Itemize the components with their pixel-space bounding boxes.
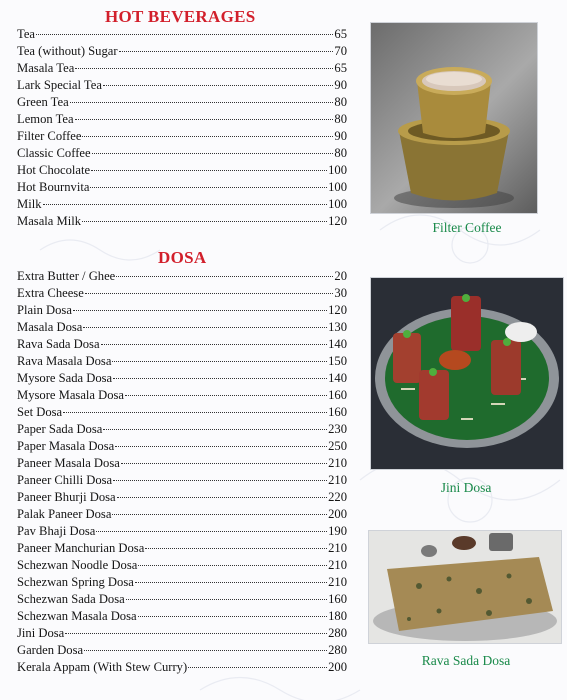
menu-item: Palak Paneer Dosa 200	[17, 507, 347, 521]
menu-item: Tea 65	[17, 27, 347, 41]
menu-item: Paper Masala Dosa 250	[17, 439, 347, 453]
menu-item: Masala Tea 65	[17, 61, 347, 75]
menu-item: Garden Dosa 280	[17, 643, 347, 657]
rava-sada-dosa-photo	[368, 530, 562, 644]
menu-item: Schezwan Noodle Dosa 210	[17, 558, 347, 572]
menu-item: Paneer Bhurji Dosa 220	[17, 490, 347, 504]
menu-item: Extra Butter / Ghee 20	[17, 269, 347, 283]
menu-item: Jini Dosa 280	[17, 626, 347, 640]
menu-item: Mysore Sada Dosa 140	[17, 371, 347, 385]
dosa-heading: DOSA	[158, 248, 207, 267]
menu-item: Mysore Masala Dosa 160	[17, 388, 347, 402]
menu-item: Masala Dosa 130	[17, 320, 347, 334]
menu-item: Extra Cheese 30	[17, 286, 347, 300]
menu-item: Paneer Manchurian Dosa 210	[17, 541, 347, 555]
jini-dosa-photo	[370, 277, 564, 470]
menu-item: Masala Milk 120	[17, 214, 347, 228]
menu-item: Paneer Chilli Dosa 210	[17, 473, 347, 487]
filter-coffee-caption: Filter Coffee	[432, 220, 502, 235]
menu-item: Milk 100	[17, 197, 347, 211]
rava-sada-dosa-icon	[369, 531, 561, 643]
menu-item: Tea (without) Sugar 70	[17, 44, 347, 58]
jini-dosa-caption: Jini Dosa	[440, 480, 492, 495]
menu-item: Pav Bhaji Dosa 190	[17, 524, 347, 538]
rava-sada-dosa-caption: Rava Sada Dosa	[421, 653, 511, 668]
menu-item: Paneer Masala Dosa 210	[17, 456, 347, 470]
menu-item: Rava Masala Dosa 150	[17, 354, 347, 368]
filter-coffee-icon	[371, 23, 537, 213]
menu-item: Schezwan Masala Dosa 180	[17, 609, 347, 623]
menu-item: Set Dosa 160	[17, 405, 347, 419]
menu-item: Lark Special Tea 90	[17, 78, 347, 92]
menu-item: Hot Bournvita 100	[17, 180, 347, 194]
menu-item: Filter Coffee 90	[17, 129, 347, 143]
menu-item: Kerala Appam (With Stew Curry) 200	[17, 660, 347, 674]
jini-dosa-icon	[371, 278, 563, 469]
hot-beverages-heading: HOT BEVERAGES	[105, 7, 256, 26]
menu-item: Lemon Tea 80	[17, 112, 347, 126]
menu-item: Classic Coffee 80	[17, 146, 347, 160]
menu-item: Schezwan Sada Dosa 160	[17, 592, 347, 606]
filter-coffee-photo	[370, 22, 538, 214]
menu-item: Paper Sada Dosa 230	[17, 422, 347, 436]
menu-item: Hot Chocolate 100	[17, 163, 347, 177]
menu-item: Green Tea 80	[17, 95, 347, 109]
menu-item: Plain Dosa 120	[17, 303, 347, 317]
menu-item: Schezwan Spring Dosa 210	[17, 575, 347, 589]
menu-item: Rava Sada Dosa 140	[17, 337, 347, 351]
